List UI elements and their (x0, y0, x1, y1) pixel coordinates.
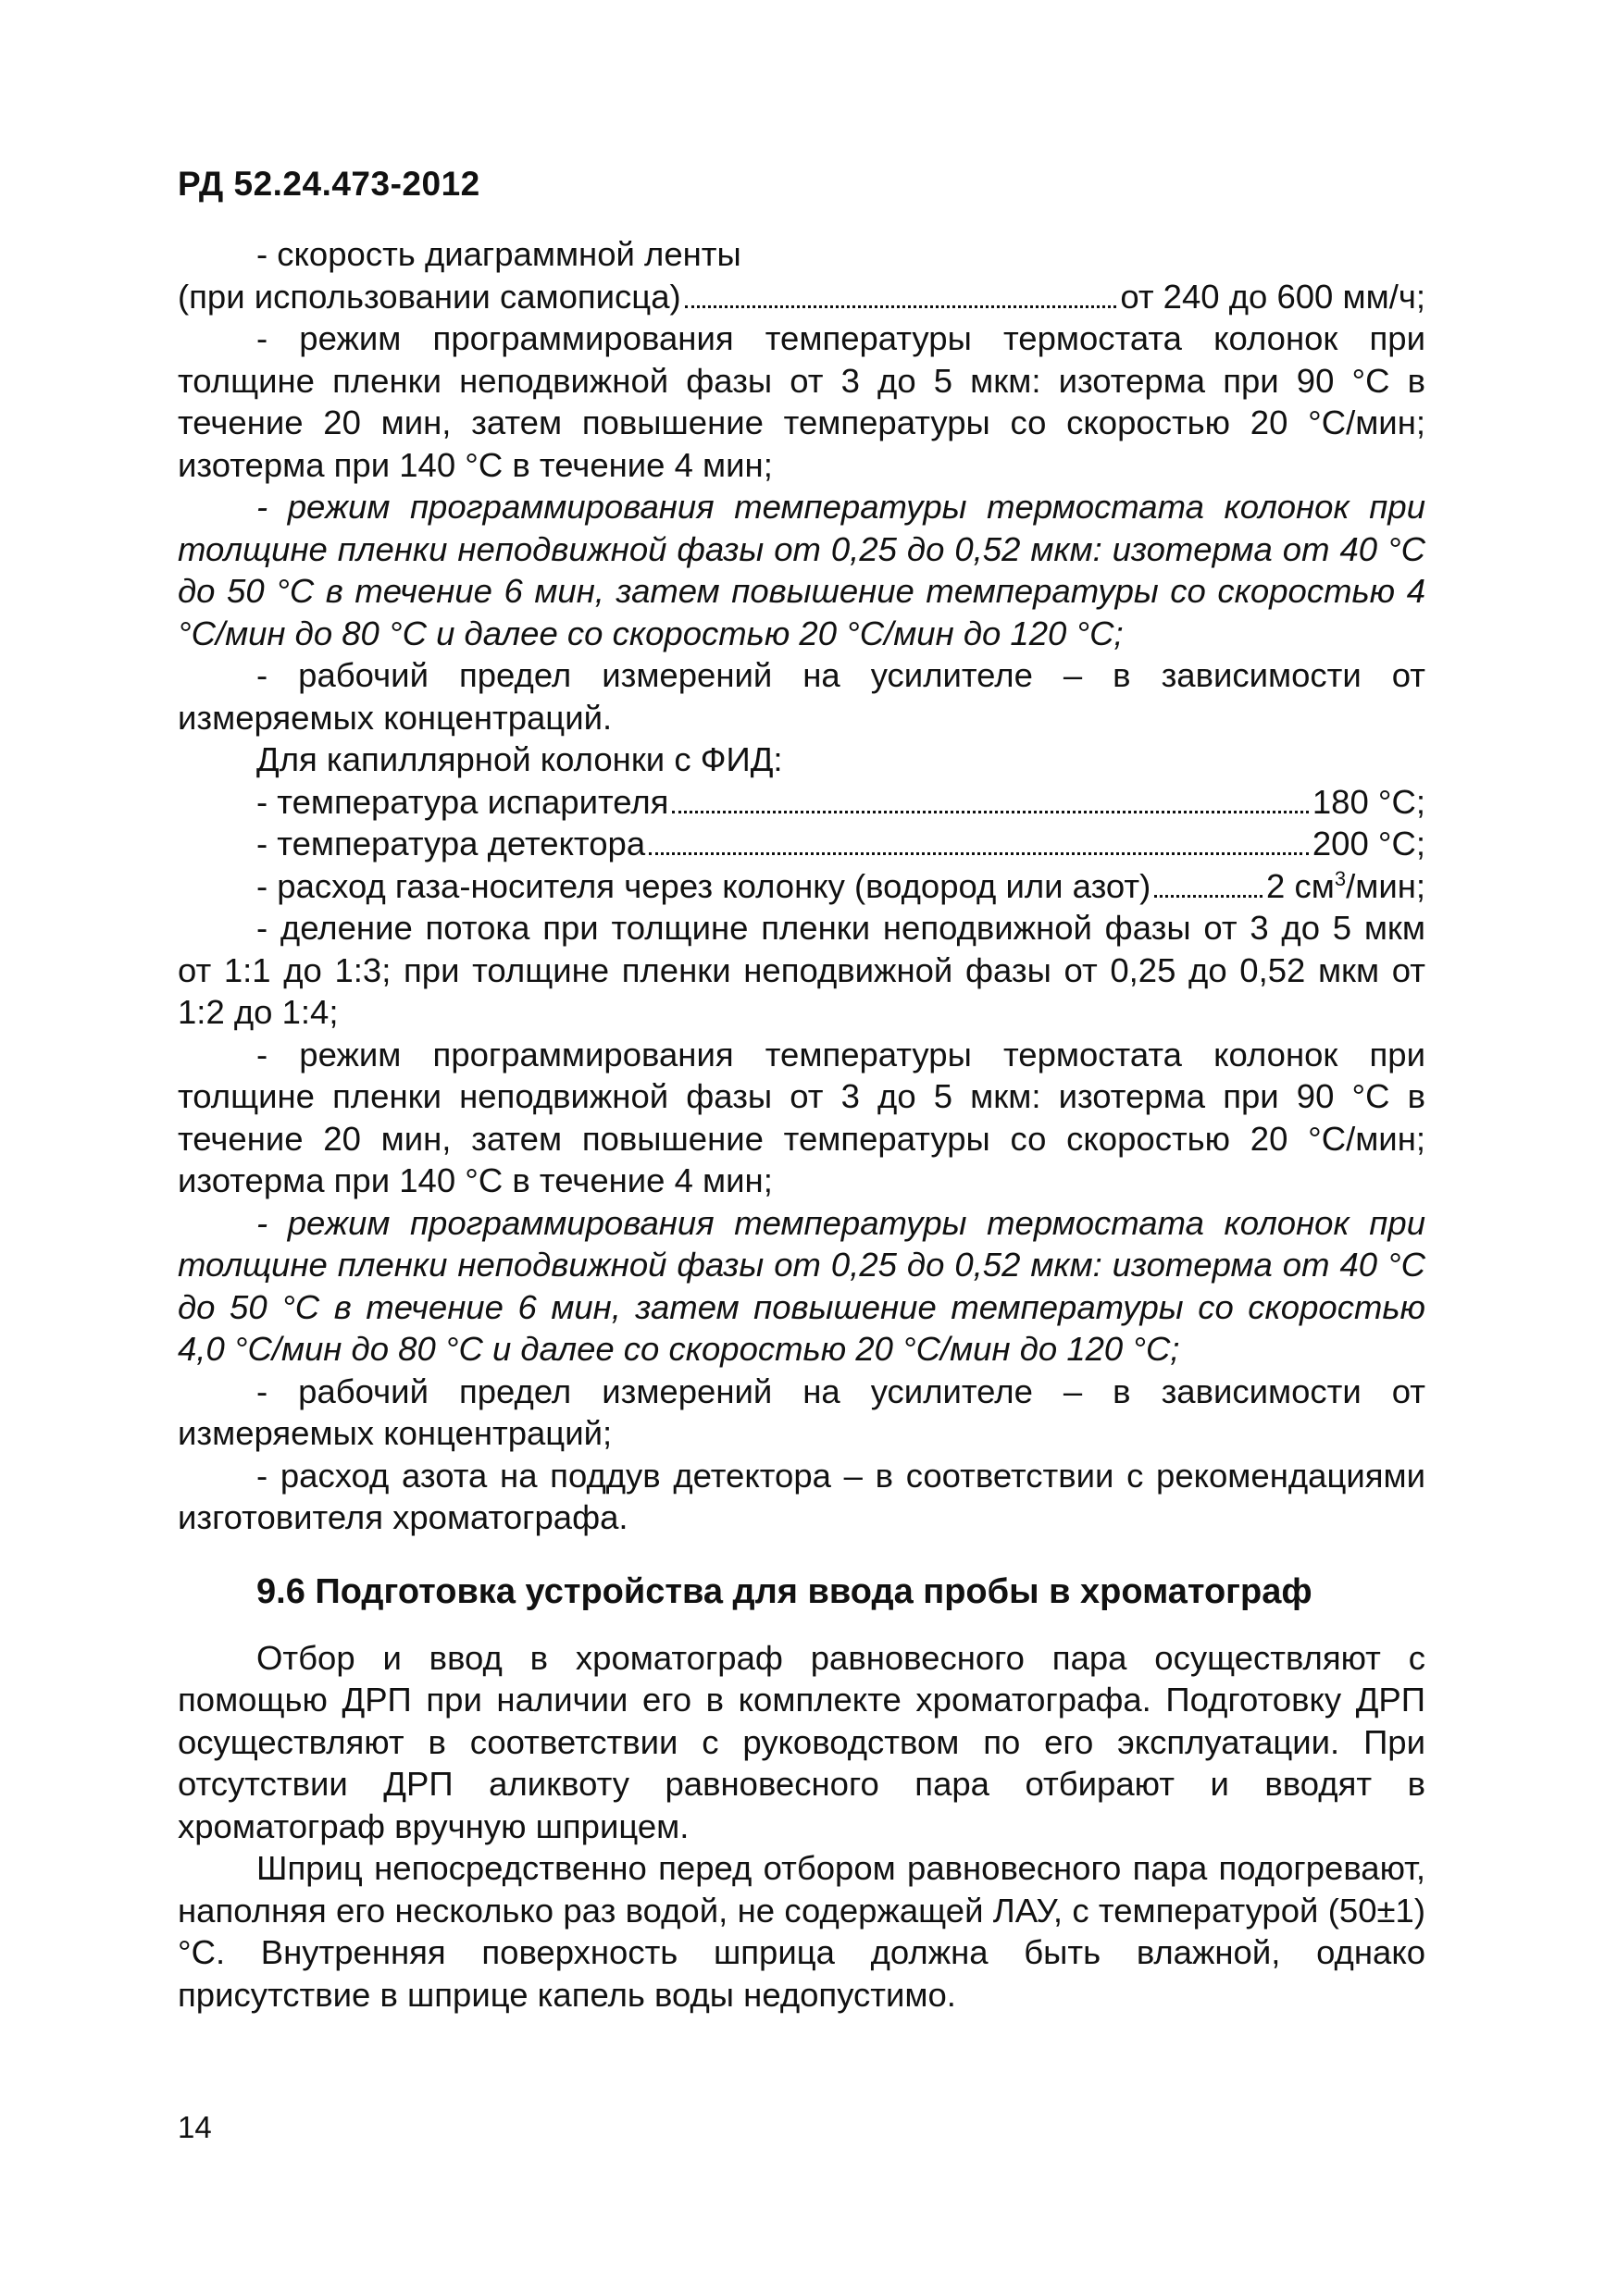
dot-leader (685, 305, 1117, 308)
carrier-gas-value-main: 2 см (1266, 866, 1335, 905)
dot-leader (1154, 895, 1263, 898)
section-heading: 9.6 Подготовка устройства для ввода пробы в хроматограф (256, 1571, 1312, 1611)
dot-leader (672, 811, 1308, 813)
mode-item-4: - режим программирования температуры термостата колонок при толщине пленки неподвижной фазы от 0,25 до 0,52 мкм: изотерма от 40 °С до 50 °С в течение 6 мин, затем повышение температуры со скоростью 4,0 °С/мин до 80 °С и далее со скоростью 20 °С/мин до 120 °С; (178, 1203, 1425, 1368)
document-code-header: РД 52.24.473-2012 (178, 165, 480, 203)
tape-speed-label: (при использовании самописца) (178, 277, 681, 316)
range-item-2: - рабочий предел измерений на усилителе – в зависимости от измеряемых концентраций; (178, 1371, 1425, 1452)
carrier-gas-value-sup: 3 (1334, 866, 1347, 890)
mode-item-1: - режим программирования температуры термостата колонок при толщине пленки неподвижной фазы от 3 до 5 мкм: изотерма при 90 °С в течение 20 мин, затем повышение температуры со скоростью 20 °С/мин; изотерма при 140 °С в течение 4 мин; (178, 319, 1425, 484)
document-body (178, 233, 1425, 2016)
mode-item-2: - режим программирования температуры термостата колонок при толщине пленки неподвижной фазы от 0,25 до 0,52 мкм: изотерма от 40 °С до 50 °С в течение 6 мин, затем повышение температуры со скоростью 4 °С/мин до 80 °С и далее со скоростью 20 °С/мин до 120 °С; (178, 488, 1425, 652)
split-item: - деление потока при толщине пленки неподвижной фазы от 3 до 5 мкм от 1:1 до 1:3; при толщине пленки неподвижной фазы от 0,25 до 0,52 мкм от 1:2 до 1:4; (178, 909, 1425, 1031)
carrier-gas-value-unit: /мин; (1346, 866, 1425, 905)
tape-speed-value: от 240 до 600 мм/ч; (1120, 277, 1425, 316)
section-paragraph-1: Отбор и ввод в хроматограф равновесного пара осуществляют с помощью ДРП при наличии его в комплекте хроматографа. Подготовку ДРП осуществляют в соответствии с руководством по его эксплуатации. При отсутствии ДРП аликвоту равновесного пара отбирают и вводят в хроматограф вручную шприцем. (178, 1638, 1425, 1845)
fid-intro: Для капиллярной колонки с ФИД: (256, 740, 783, 778)
carrier-gas-value (1266, 865, 1425, 908)
tape-speed-value-line (178, 276, 1425, 318)
detector-temp-value: 200 °С; (1312, 825, 1425, 863)
detector-temp-label: - температура детектора (256, 825, 646, 863)
evaporator-temp-line (256, 781, 1425, 824)
section-paragraph-2: Шприц непосредственно перед отбором равновесного пара подогревают, наполняя его несколько раз водой, не содержащей ЛАУ, с температурой (50±1) °С. Внутренняя поверхность шприца должна быть влажной, однако присутствие в шприце капель воды недопустимо. (178, 1849, 1425, 2014)
range-item-1: - рабочий предел измерений на усилителе – в зависимости от измеряемых концентраций. (178, 656, 1425, 737)
page-number: 14 (178, 2110, 212, 2144)
evaporator-temp-value: 180 °С; (1312, 782, 1425, 821)
carrier-gas-label: - расход газа-носителя через колонку (водород или азот) (256, 866, 1151, 905)
evaporator-temp-label: - температура испарителя (256, 782, 669, 821)
nitrogen-item: - расход азота на поддув детектора – в соответствии с рекомендациями изготовителя хроматографа. (178, 1456, 1425, 1536)
tape-speed-line: - скорость диаграммной ленты (256, 235, 741, 273)
detector-temp-line (256, 823, 1425, 865)
carrier-gas-line (256, 865, 1425, 908)
mode-item-3: - режим программирования температуры термостата колонок при толщине пленки неподвижной фазы от 3 до 5 мкм: изотерма при 90 °С в течение 20 мин, затем повышение температуры со скоростью 20 °С/мин; изотерма при 140 °С в течение 4 мин; (178, 1035, 1425, 1199)
dot-leader (649, 852, 1309, 855)
